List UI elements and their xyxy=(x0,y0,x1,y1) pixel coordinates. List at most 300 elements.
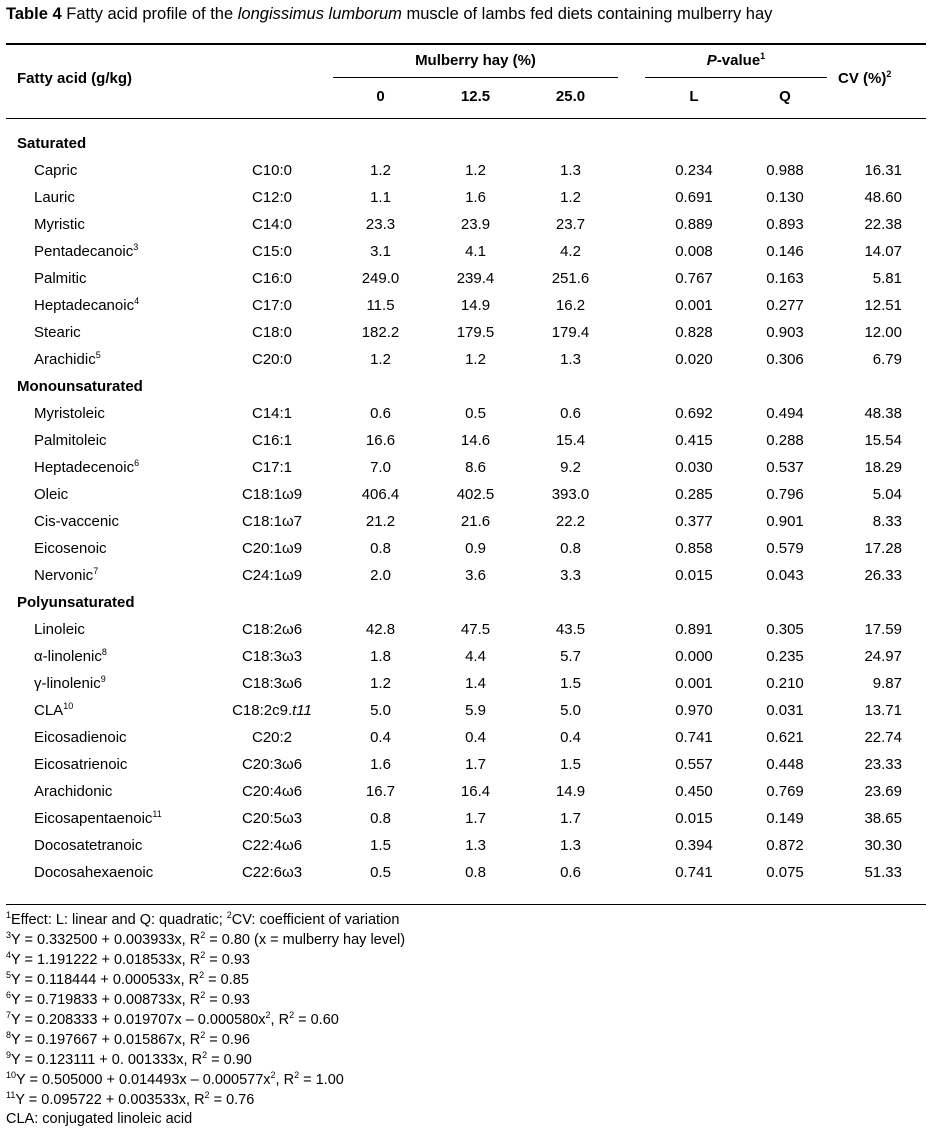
value-0: 1.6 xyxy=(370,756,391,773)
value-0: 1.8 xyxy=(370,648,391,665)
fatty-acid-name xyxy=(34,562,98,589)
footnote-ref: 6 xyxy=(134,458,140,468)
value-12-5: 21.6 xyxy=(460,513,491,530)
cv-value: 22.74 xyxy=(864,729,902,746)
p-quadratic: 0.277 xyxy=(766,297,804,314)
equation-square: 2 xyxy=(270,1070,276,1081)
fatty-acid-code-text: C20:4ω6 xyxy=(241,783,303,800)
fatty-acid-code-text: C10:0 xyxy=(251,162,293,179)
fatty-acid-code xyxy=(212,211,332,238)
header-rule xyxy=(6,118,926,119)
value-0: 11.5 xyxy=(366,297,395,314)
table-row xyxy=(0,157,930,184)
fatty-acid-code xyxy=(212,670,332,697)
r-squared-sup: 2 xyxy=(202,1050,208,1061)
footnote-ref: 5 xyxy=(95,350,101,360)
cv-value: 18.29 xyxy=(864,459,902,476)
fatty-acid-code-text: C12:0 xyxy=(251,189,293,206)
fatty-acid-code xyxy=(212,751,332,778)
value-12-5: 0.8 xyxy=(465,864,486,881)
p-quadratic: 0.621 xyxy=(766,729,804,746)
equation-r2-value: = 0.85 xyxy=(204,972,249,988)
header-q: Q xyxy=(779,88,791,105)
value-25: 23.7 xyxy=(555,216,586,233)
fatty-acid-name xyxy=(34,184,75,211)
p-linear: 0.415 xyxy=(675,432,713,449)
fatty-acid-name xyxy=(34,508,119,535)
value-12-5: 1.7 xyxy=(465,756,486,773)
equation-r2-value: = 0.80 (x = mulberry hay level) xyxy=(205,932,406,948)
fatty-acid-code xyxy=(212,643,332,670)
fatty-acid-name-text: Cis-vaccenic xyxy=(34,513,120,530)
equation-text: Y = 1.191222 + 0.018533x, R xyxy=(11,952,201,968)
header-l: L xyxy=(689,88,699,105)
cv-value: 17.28 xyxy=(864,540,902,557)
header-level-0: 0 xyxy=(376,88,385,105)
p-quadratic: 0.494 xyxy=(766,405,804,422)
p-quadratic: 0.872 xyxy=(766,837,804,854)
table-row xyxy=(0,211,930,238)
value-25: 5.0 xyxy=(560,702,581,719)
p-quadratic: 0.149 xyxy=(766,810,804,827)
p-quadratic: 0.163 xyxy=(766,270,804,287)
p-linear: 0.377 xyxy=(675,513,713,530)
fatty-acid-name xyxy=(34,481,68,508)
equation-text: Y = 0.123111 + 0. 001333x, R xyxy=(11,1052,203,1068)
fatty-acid-name-text: Oleic xyxy=(34,486,69,503)
fatty-acid-name-text: Nervonic xyxy=(34,567,94,584)
table-row xyxy=(0,238,930,265)
fatty-acid-code xyxy=(212,292,332,319)
table-row xyxy=(0,751,930,778)
fatty-acid-code xyxy=(212,697,332,724)
fatty-acid-name xyxy=(34,697,73,724)
value-12-5: 14.6 xyxy=(460,432,491,449)
cv-value: 30.30 xyxy=(864,837,902,854)
footnote-ref: 10 xyxy=(63,701,74,711)
caption-text-before: Fatty acid profile of the xyxy=(66,5,234,23)
p-quadratic: 0.235 xyxy=(766,648,804,665)
p-linear: 0.015 xyxy=(675,810,713,827)
cv-value: 6.79 xyxy=(872,351,902,368)
header-level-2: 25.0 xyxy=(555,88,586,105)
value-25: 1.3 xyxy=(560,837,581,854)
value-0: 0.4 xyxy=(370,729,391,746)
fatty-acid-code-text: C17:1 xyxy=(251,459,293,476)
fatty-acid-code-text: C18:3ω3 xyxy=(241,648,303,665)
caption-muscle: longissimus lumborum xyxy=(237,5,402,23)
footnote-ref: 11 xyxy=(152,809,162,819)
equation-footnote xyxy=(6,1010,339,1030)
fatty-acid-code-text: C20:1ω9 xyxy=(241,540,303,557)
value-25: 1.5 xyxy=(560,756,581,773)
p-linear: 0.741 xyxy=(675,864,713,881)
value-25: 1.3 xyxy=(560,162,581,179)
table-row xyxy=(0,346,930,373)
p-linear: 0.001 xyxy=(675,297,713,314)
header-cv xyxy=(838,70,891,87)
fatty-acid-name-text: Linoleic xyxy=(34,621,85,638)
fatty-acid-code-text: C17:0 xyxy=(251,297,293,314)
value-0: 16.7 xyxy=(365,783,396,800)
value-0: 7.0 xyxy=(370,459,391,476)
fatty-acid-code-text: C22:6ω3 xyxy=(241,864,303,881)
pvalue-underline xyxy=(645,77,827,78)
equation-text: Y = 0.095722 + 0.003533x, R xyxy=(15,1092,205,1108)
value-12-5: 0.5 xyxy=(465,405,486,422)
value-25: 1.2 xyxy=(560,189,581,206)
p-quadratic: 0.901 xyxy=(766,513,804,530)
p-quadratic: 0.146 xyxy=(766,243,804,260)
fatty-acid-name-text: Myristic xyxy=(34,216,85,233)
p-linear: 0.450 xyxy=(675,783,713,800)
fatty-acid-name xyxy=(34,670,106,697)
p-quadratic: 0.031 xyxy=(766,702,804,719)
r-squared-sup: 2 xyxy=(294,1070,300,1081)
p-quadratic: 0.210 xyxy=(766,675,804,692)
equation-r2-value: = 0.90 xyxy=(207,1052,252,1068)
fatty-acid-name-text: Docosatetranoic xyxy=(34,837,143,854)
fatty-acid-code-text: C20:5ω3 xyxy=(241,810,303,827)
table-row xyxy=(0,562,930,589)
fatty-acid-code-text: C14:1 xyxy=(251,405,293,422)
equation-text: Y = 0.505000 + 0.014493x – 0.000577x xyxy=(16,1072,271,1088)
fatty-acid-code-text: C20:0 xyxy=(251,351,293,368)
table-row xyxy=(0,697,930,724)
fatty-acid-code xyxy=(212,805,332,832)
cv-value: 23.33 xyxy=(864,756,902,773)
equation-number: 9 xyxy=(6,1050,12,1061)
fatty-acid-code-text: C20:3ω6 xyxy=(241,756,303,773)
p-quadratic: 0.537 xyxy=(766,459,804,476)
bottom-rule xyxy=(6,904,926,905)
footnote-cla: CLA: conjugated linoleic acid xyxy=(6,1111,193,1127)
value-12-5: 4.4 xyxy=(465,648,486,665)
value-25: 14.9 xyxy=(555,783,586,800)
fatty-acid-code xyxy=(212,184,332,211)
equation-r2-value: = 0.93 xyxy=(205,952,250,968)
value-0: 182.2 xyxy=(361,324,400,341)
p-quadratic: 0.305 xyxy=(766,621,804,638)
p-quadratic: 0.306 xyxy=(766,351,804,368)
table-row xyxy=(0,319,930,346)
cv-value: 48.38 xyxy=(864,405,902,422)
cv-value: 8.33 xyxy=(872,513,902,530)
value-25: 0.8 xyxy=(560,540,581,557)
p-quadratic: 0.579 xyxy=(766,540,804,557)
equation-number: 5 xyxy=(6,970,12,981)
group-heading: Polyunsaturated xyxy=(17,594,135,611)
p-linear: 0.767 xyxy=(675,270,713,287)
fatty-acid-code xyxy=(212,859,332,886)
equation-footnote xyxy=(6,950,250,970)
fatty-acid-code xyxy=(212,616,332,643)
p-linear: 0.285 xyxy=(675,486,713,503)
fatty-acid-name-text: Palmitic xyxy=(34,270,87,287)
value-12-5: 14.9 xyxy=(460,297,491,314)
equation-r2-value: = 0.93 xyxy=(205,992,250,1008)
top-rule xyxy=(6,43,926,45)
fatty-acid-name-text: Capric xyxy=(34,162,78,179)
equation-number: 7 xyxy=(6,1010,12,1021)
equation-r2-value: = 0.76 xyxy=(209,1092,255,1108)
fatty-acid-name xyxy=(34,751,127,778)
fatty-acid-code xyxy=(212,427,332,454)
fatty-acid-code xyxy=(212,778,332,805)
r-squared-sup: 2 xyxy=(200,950,206,961)
header-mulberry-hay: Mulberry hay (%) xyxy=(415,52,536,69)
fatty-acid-code-text: C18:0 xyxy=(251,324,293,341)
value-12-5: 239.4 xyxy=(456,270,495,287)
fatty-acid-code xyxy=(212,319,332,346)
value-25: 3.3 xyxy=(560,567,581,584)
value-12-5: 179.5 xyxy=(456,324,495,341)
value-12-5: 16.4 xyxy=(460,783,491,800)
p-quadratic: 0.796 xyxy=(766,486,804,503)
value-25: 0.6 xyxy=(560,405,581,422)
equation-text: Y = 0.332500 + 0.003933x, R xyxy=(11,932,201,948)
fatty-acid-name xyxy=(34,805,162,832)
p-quadratic: 0.988 xyxy=(766,162,804,179)
table-row xyxy=(0,859,930,886)
equation-footnote xyxy=(6,990,250,1010)
fatty-acid-name xyxy=(34,400,105,427)
value-12-5: 8.6 xyxy=(465,459,486,476)
fatty-acid-name xyxy=(34,778,112,805)
value-25: 0.4 xyxy=(560,729,581,746)
table-row xyxy=(0,265,930,292)
value-0: 0.8 xyxy=(370,810,391,827)
table-row xyxy=(0,643,930,670)
value-25: 22.2 xyxy=(555,513,586,530)
p-quadratic: 0.288 xyxy=(766,432,804,449)
value-12-5: 402.5 xyxy=(456,486,495,503)
fatty-acid-name xyxy=(34,157,77,184)
equation-text: Y = 0.208333 + 0.019707x – 0.000580x xyxy=(11,1012,266,1028)
mulberry-underline xyxy=(333,77,618,78)
fatty-acid-code-text: C18:2ω6 xyxy=(241,621,303,638)
p-linear: 0.691 xyxy=(675,189,713,206)
value-12-5: 0.9 xyxy=(465,540,486,557)
cv-value: 48.60 xyxy=(864,189,902,206)
value-12-5: 1.4 xyxy=(465,675,486,692)
group-heading: Saturated xyxy=(17,135,87,152)
fatty-acid-name xyxy=(34,238,138,265)
p-quadratic: 0.130 xyxy=(766,189,804,206)
fatty-acid-name xyxy=(34,292,139,319)
fatty-acid-name-text: Eicosenoic xyxy=(34,540,107,557)
equation-footnote xyxy=(6,1070,344,1090)
cv-value: 5.81 xyxy=(872,270,902,287)
value-25: 0.6 xyxy=(560,864,581,881)
equation-r2-value: = 0.60 xyxy=(294,1012,339,1028)
fatty-acid-name-text: Palmitoleic xyxy=(34,432,107,449)
fatty-acid-code xyxy=(212,481,332,508)
value-25: 16.2 xyxy=(555,297,586,314)
p-linear: 0.891 xyxy=(675,621,713,638)
cv-value: 9.87 xyxy=(872,675,902,692)
p-quadratic: 0.043 xyxy=(766,567,804,584)
fatty-acid-name xyxy=(34,211,85,238)
footnote-ref: 3 xyxy=(133,242,139,252)
cv-value: 26.33 xyxy=(864,567,902,584)
fatty-acid-code xyxy=(212,265,332,292)
equation-number: 6 xyxy=(6,990,12,1001)
equation-footnote xyxy=(6,970,249,990)
value-0: 249.0 xyxy=(361,270,400,287)
value-0: 5.0 xyxy=(370,702,391,719)
value-0: 0.5 xyxy=(370,864,391,881)
p-linear: 0.001 xyxy=(675,675,713,692)
p-quadratic: 0.903 xyxy=(766,324,804,341)
fatty-acid-code xyxy=(212,238,332,265)
value-0: 16.6 xyxy=(365,432,396,449)
table-row xyxy=(0,292,930,319)
equation-footnote xyxy=(6,930,405,950)
footnote-ref: 4 xyxy=(134,296,140,306)
group-heading: Monounsaturated xyxy=(17,378,143,395)
p-quadratic: 0.075 xyxy=(766,864,804,881)
fatty-acid-name xyxy=(34,616,85,643)
equation-text-r: , R xyxy=(275,1072,295,1088)
equation-r2-value: = 0.96 xyxy=(205,1032,250,1048)
value-25: 1.3 xyxy=(560,351,581,368)
fatty-acid-code xyxy=(212,562,332,589)
equation-text-r: , R xyxy=(270,1012,290,1028)
value-12-5: 47.5 xyxy=(460,621,491,638)
table-row xyxy=(0,778,930,805)
value-12-5: 1.6 xyxy=(465,189,486,206)
fn2-text: CV: coefficient of variation xyxy=(231,912,400,928)
table-row xyxy=(0,616,930,643)
fatty-acid-code xyxy=(212,454,332,481)
fatty-acid-name xyxy=(34,319,81,346)
header-level-1: 12.5 xyxy=(460,88,491,105)
value-12-5: 1.2 xyxy=(465,351,486,368)
r-squared-sup: 2 xyxy=(200,1030,206,1041)
fatty-acid-name xyxy=(34,535,107,562)
fatty-acid-code-text: C24:1ω9 xyxy=(241,567,303,584)
fn1-text: Effect: L: linear and Q: quadratic; xyxy=(11,912,227,928)
cv-value: 14.07 xyxy=(864,243,902,260)
table-caption xyxy=(6,5,926,24)
value-12-5: 23.9 xyxy=(460,216,491,233)
value-0: 406.4 xyxy=(361,486,400,503)
value-12-5: 1.2 xyxy=(465,162,486,179)
fatty-acid-code-text: C18:2c9. xyxy=(232,702,293,719)
r-squared-sup: 2 xyxy=(289,1010,295,1021)
fatty-acid-code-italic: t11 xyxy=(292,702,312,719)
cv-value: 23.69 xyxy=(864,783,902,800)
value-25: 15.4 xyxy=(555,432,586,449)
value-12-5: 3.6 xyxy=(465,567,486,584)
value-0: 2.0 xyxy=(370,567,391,584)
cv-label: CV (%) xyxy=(838,70,887,87)
cv-value: 22.38 xyxy=(864,216,902,233)
p-linear: 0.828 xyxy=(675,324,713,341)
value-0: 21.2 xyxy=(365,513,396,530)
fatty-acid-code-text: C15:0 xyxy=(251,243,293,260)
equation-text: Y = 0.197667 + 0.015867x, R xyxy=(11,1032,201,1048)
p-linear: 0.020 xyxy=(675,351,713,368)
cv-value: 5.04 xyxy=(872,486,902,503)
equation-number: 11 xyxy=(6,1090,16,1101)
fatty-acid-name-text: Stearic xyxy=(34,324,81,341)
value-0: 1.5 xyxy=(370,837,391,854)
value-12-5: 5.9 xyxy=(465,702,486,719)
p-linear: 0.234 xyxy=(675,162,713,179)
value-0: 1.1 xyxy=(370,189,391,206)
fatty-acid-name-text: Heptadecanoic xyxy=(34,297,135,314)
footnote-effects xyxy=(6,910,399,930)
table-row xyxy=(0,535,930,562)
fatty-acid-code xyxy=(212,346,332,373)
fatty-acid-name-text: Eicosadienoic xyxy=(34,729,127,746)
cv-value: 16.31 xyxy=(864,162,902,179)
value-0: 3.1 xyxy=(370,243,391,260)
value-25: 251.6 xyxy=(551,270,590,287)
fatty-acid-name-text: Eicosatrienoic xyxy=(34,756,128,773)
equation-footnote xyxy=(6,1050,252,1070)
fatty-acid-code-text: C14:0 xyxy=(251,216,293,233)
fatty-acid-name-text: Arachidonic xyxy=(34,783,113,800)
caption-text-after: muscle of lambs fed diets containing mulberry hay xyxy=(406,5,773,23)
table-row xyxy=(0,481,930,508)
header-pvalue xyxy=(645,52,827,69)
fatty-acid-name xyxy=(34,724,127,751)
value-25: 393.0 xyxy=(551,486,590,503)
p-quadratic: 0.893 xyxy=(766,216,804,233)
cv-sup: 2 xyxy=(886,69,892,79)
value-0: 42.8 xyxy=(365,621,396,638)
p-quadratic: 0.769 xyxy=(766,783,804,800)
fatty-acid-name-text: Lauric xyxy=(34,189,75,206)
fatty-acid-name-text: Heptadecenoic xyxy=(34,459,135,476)
fatty-acid-name-text: α-linolenic xyxy=(34,648,102,665)
p-linear: 0.889 xyxy=(675,216,713,233)
pvalue-p: P xyxy=(706,52,717,69)
cv-value: 38.65 xyxy=(864,810,902,827)
value-25: 4.2 xyxy=(560,243,581,260)
value-25: 5.7 xyxy=(560,648,581,665)
equation-number: 10 xyxy=(6,1070,17,1081)
value-25: 9.2 xyxy=(560,459,581,476)
fatty-acid-code-text: C16:1 xyxy=(251,432,293,449)
footnote-ref: 9 xyxy=(100,674,106,684)
fatty-acid-code-text: C20:2 xyxy=(251,729,293,746)
value-12-5: 1.3 xyxy=(465,837,486,854)
p-linear: 0.970 xyxy=(675,702,713,719)
p-linear: 0.015 xyxy=(675,567,713,584)
fatty-acid-code xyxy=(212,535,332,562)
fatty-acid-name xyxy=(34,427,107,454)
fatty-acid-code-text: C18:1ω7 xyxy=(241,513,303,530)
p-linear: 0.394 xyxy=(675,837,713,854)
table-row xyxy=(0,724,930,751)
table-row xyxy=(0,184,930,211)
table-row xyxy=(0,400,930,427)
fatty-acid-name xyxy=(34,346,101,373)
fatty-acid-name-text: Pentadecanoic xyxy=(34,243,134,260)
equation-footnote xyxy=(6,1030,250,1050)
r-squared-sup: 2 xyxy=(200,990,206,1001)
fn1-sup: 1 xyxy=(6,910,12,921)
value-0: 0.6 xyxy=(370,405,391,422)
r-squared-sup: 2 xyxy=(199,970,205,981)
fatty-acid-code xyxy=(212,400,332,427)
fatty-acid-code xyxy=(212,157,332,184)
table-row xyxy=(0,670,930,697)
